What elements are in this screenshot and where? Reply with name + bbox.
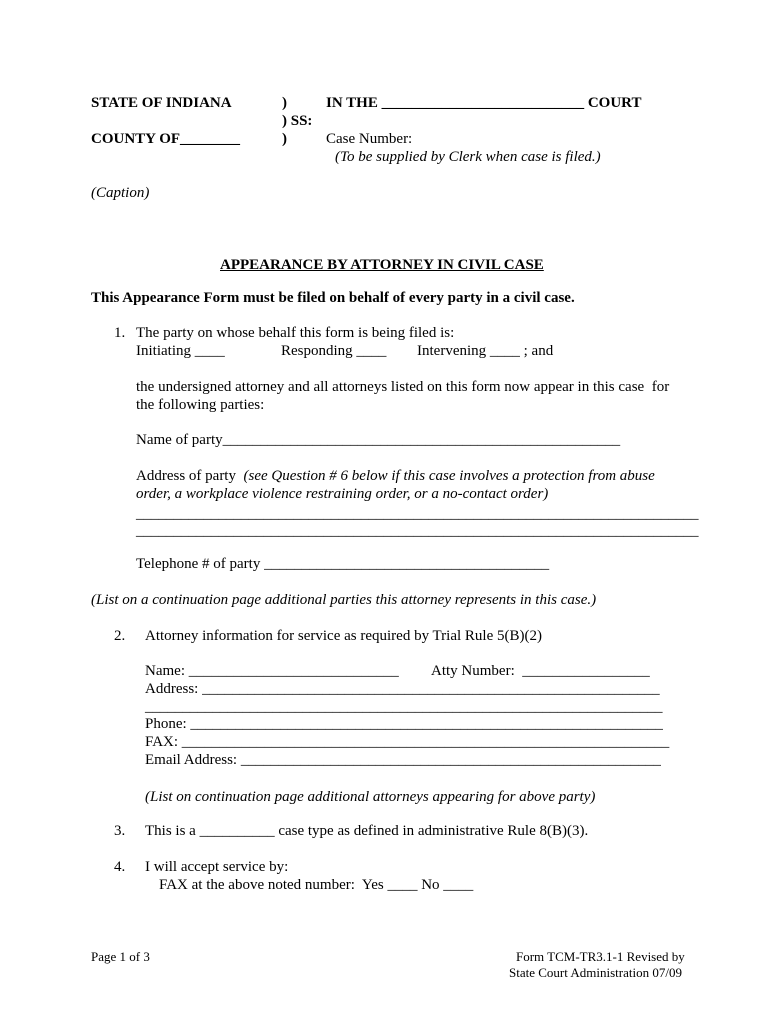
form-id-line-1: Form TCM-TR3.1-1 Revised by bbox=[516, 949, 685, 964]
continuation-parties-note: (List on a continuation page additional parties this attorney represents in this case.) bbox=[91, 592, 597, 608]
name-of-party-field: Name of party_____________________________________________________ bbox=[136, 432, 621, 448]
address-note-1: (see Question # 6 below if this case involves a protection from abuse bbox=[243, 468, 655, 484]
paren-1: ) bbox=[282, 95, 287, 111]
address-of-party-row bbox=[136, 467, 655, 485]
attorney-name-field: Name: ____________________________ bbox=[145, 663, 399, 679]
caption-label: (Caption) bbox=[91, 185, 150, 201]
attorney-fax-field: FAX: _________________________________________________________________ bbox=[145, 734, 670, 750]
county-label: COUNTY OF________ bbox=[91, 131, 241, 147]
address-of-party-label: Address of party bbox=[136, 468, 244, 484]
undersigned-line-2: the following parties: bbox=[136, 397, 265, 413]
continuation-attorneys-note: (List on continuation page additional attorneys appearing for above party) bbox=[145, 789, 596, 805]
fax-service-option: FAX at the above noted number: Yes ____ No ____ bbox=[159, 877, 474, 893]
party-responding: Responding ____ bbox=[281, 343, 387, 359]
form-id-line-2: State Court Administration 07/09 bbox=[509, 965, 682, 980]
q3-text: This is a __________ case type as defined in administrative Rule 8(B)(3). bbox=[145, 823, 589, 839]
case-number-label: Case Number: bbox=[326, 131, 413, 147]
q2-text: Attorney information for service as required by Trial Rule 5(B)(2) bbox=[145, 628, 542, 644]
attorney-phone-field: Phone: _______________________________________________________________ bbox=[145, 716, 663, 732]
page-number: Page 1 of 3 bbox=[91, 949, 150, 964]
undersigned-line-1: the undersigned attorney and all attorneys listed on this form now appear in this case for bbox=[136, 379, 670, 395]
intro-statement: This Appearance Form must be filed on behalf of every party in a civil case. bbox=[91, 290, 575, 306]
q4-number: 4. bbox=[114, 859, 126, 875]
attorney-number-field: Atty Number: _________________ bbox=[431, 663, 650, 679]
case-number-note: (To be supplied by Clerk when case is filed.) bbox=[335, 149, 601, 165]
q4-text: I will accept service by: bbox=[145, 859, 289, 875]
address-blank-line-2: ___________________________________________________________________________ bbox=[136, 523, 699, 539]
form-title: APPEARANCE BY ATTORNEY IN CIVIL CASE bbox=[220, 257, 544, 273]
telephone-of-party-field: Telephone # of party ______________________________________ bbox=[136, 556, 550, 572]
court-label: IN THE ___________________________ COURT bbox=[326, 95, 642, 111]
state-label: STATE OF INDIANA bbox=[91, 95, 232, 111]
q1-number: 1. bbox=[114, 325, 126, 341]
address-note-2: order, a workplace violence restraining order, or a no-contact order) bbox=[136, 486, 549, 502]
q1-text: The party on whose behalf this form is being filed is: bbox=[136, 325, 455, 341]
q2-number: 2. bbox=[114, 628, 126, 644]
attorney-email-field: Email Address: ________________________________________________________ bbox=[145, 752, 661, 768]
q3-number: 3. bbox=[114, 823, 126, 839]
paren-3: ) bbox=[282, 131, 287, 147]
attorney-address-field: Address: _____________________________________________________________ bbox=[145, 681, 660, 697]
attorney-address-line: _____________________________________________________________________ bbox=[145, 699, 663, 715]
party-initiating: Initiating ____ bbox=[136, 343, 225, 359]
address-blank-line-1: ___________________________________________________________________________ bbox=[136, 506, 699, 522]
party-intervening: Intervening ____ ; and bbox=[417, 343, 554, 359]
paren-ss: ) SS: bbox=[282, 113, 313, 129]
